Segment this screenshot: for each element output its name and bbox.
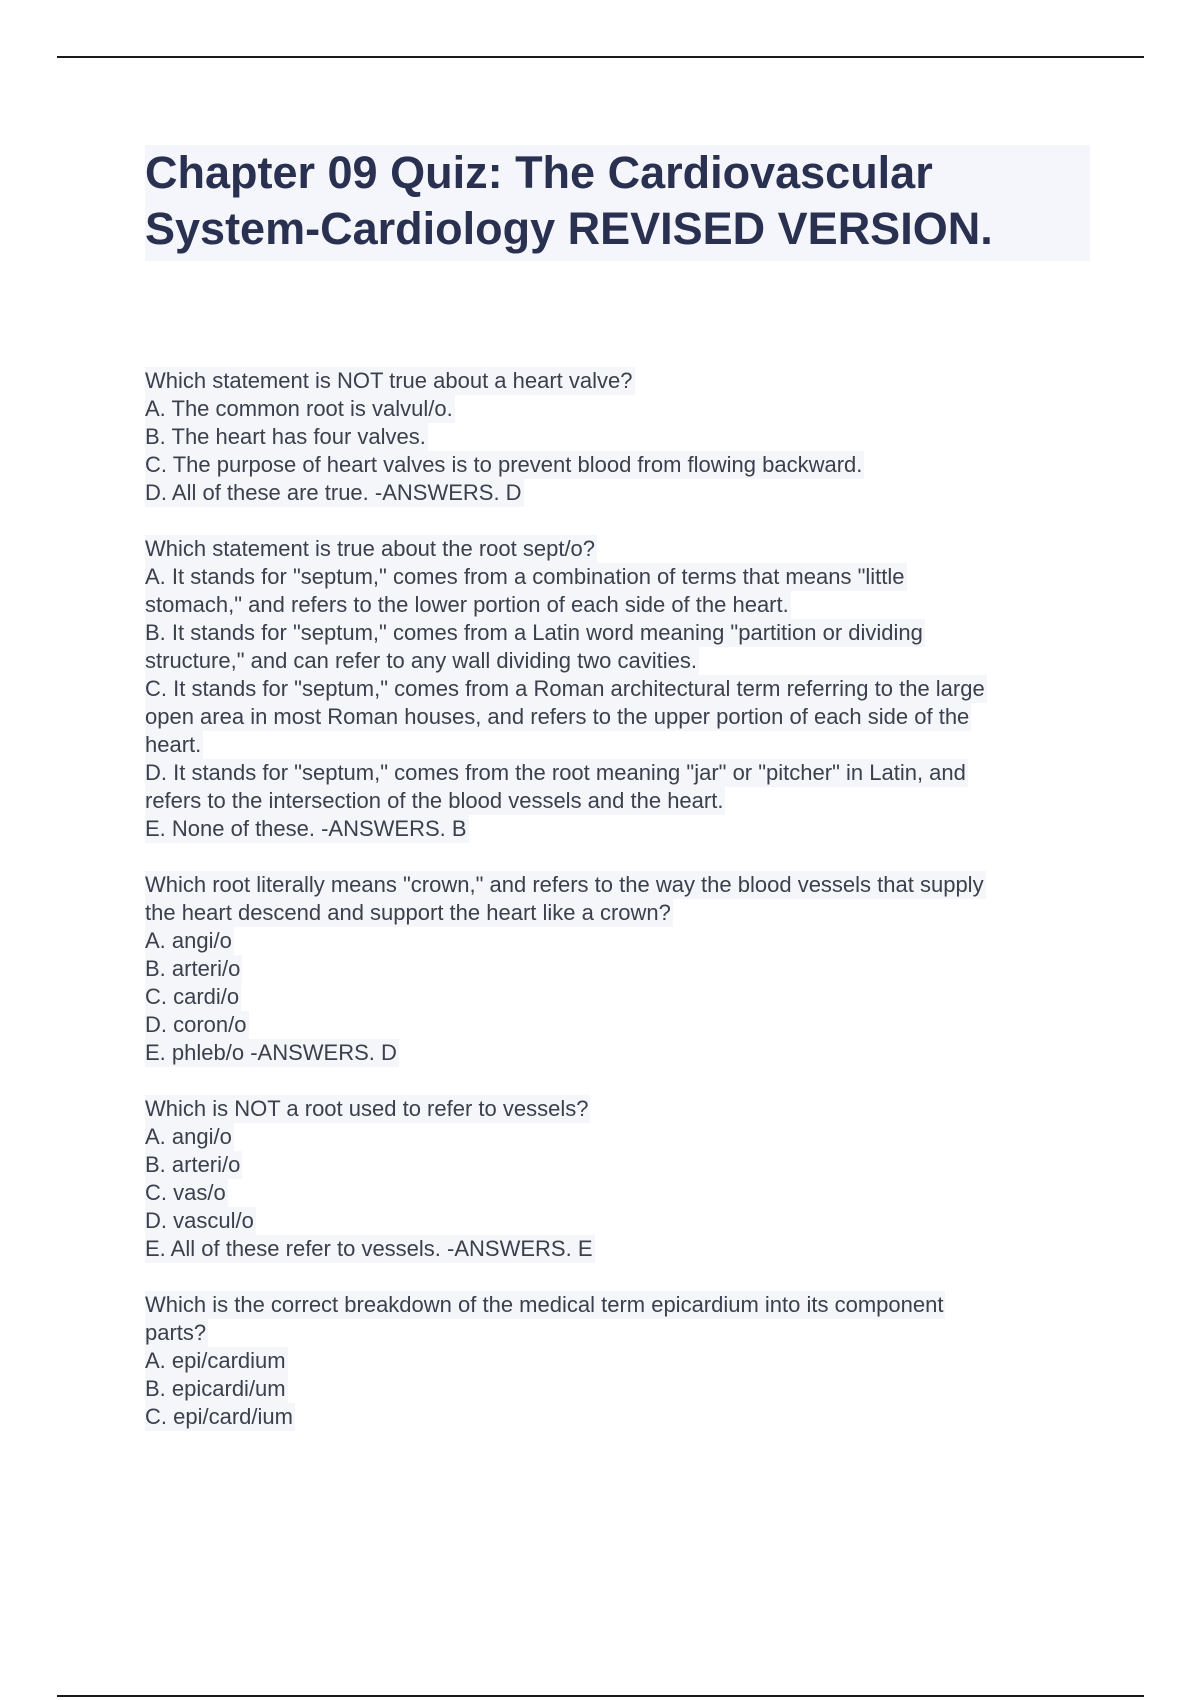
question-3-stem-cont: the heart descend and support the heart like a crown?	[145, 900, 671, 925]
question-2-option-b: B. It stands for "septum," comes from a Latin word meaning "partition or dividing	[145, 620, 923, 645]
bottom-rule	[57, 1695, 1144, 1697]
question-3-option-b: B. arteri/o	[145, 956, 241, 981]
question-5-option-a: A. epi/cardium	[145, 1348, 286, 1373]
question-1-option-c: C. The purpose of heart valves is to prevent blood from flowing backward.	[145, 452, 863, 477]
question-3-option-c: C. cardi/o	[145, 984, 240, 1009]
question-2-option-d-cont: refers to the intersection of the blood vessels and the heart.	[145, 788, 724, 813]
question-5-option-b: B. epicardi/um	[145, 1376, 286, 1401]
question-3-stem: Which root literally means "crown," and refers to the way the blood vessels that supply	[145, 872, 984, 897]
question-4	[145, 1095, 1085, 1263]
question-2-option-b-cont: structure," and can refer to any wall dividing two cavities.	[145, 648, 697, 673]
question-1	[145, 367, 1085, 507]
question-5-option-c: C. epi/card/ium	[145, 1404, 293, 1429]
top-rule	[57, 56, 1144, 58]
question-2-option-a: A. It stands for "septum," comes from a combination of terms that means "little	[145, 564, 905, 589]
question-2-option-e-answer: E. None of these. -ANSWERS. B	[145, 816, 467, 841]
question-5-stem-cont: parts?	[145, 1320, 207, 1345]
question-2-option-c-cont: open area in most Roman houses, and refers to the upper portion of each side of the	[145, 704, 970, 729]
question-2-option-d: D. It stands for "septum," comes from the root meaning "jar" or "pitcher" in Latin, and	[145, 760, 966, 785]
title-line-2: System-Cardiology REVISED VERSION.	[145, 203, 993, 254]
quiz-content	[145, 367, 1085, 1459]
title-line-1: Chapter 09 Quiz: The Cardiovascular	[145, 147, 933, 198]
question-1-option-a: A. The common root is valvul/o.	[145, 396, 453, 421]
page-title	[145, 145, 1090, 261]
question-4-stem: Which is NOT a root used to refer to vessels?	[145, 1096, 589, 1121]
question-4-option-e-answer: E. All of these refer to vessels. -ANSWERS. E	[145, 1236, 593, 1261]
question-3-option-a: A. angi/o	[145, 928, 232, 953]
question-5	[145, 1291, 1085, 1431]
question-3	[145, 871, 1085, 1067]
question-1-option-d-answer: D. All of these are true. -ANSWERS. D	[145, 480, 522, 505]
question-2-option-a-cont: stomach," and refers to the lower portion of each side of the heart.	[145, 592, 789, 617]
question-3-option-d: D. coron/o	[145, 1012, 247, 1037]
question-2-option-c: C. It stands for "septum," comes from a Roman architectural term referring to the large	[145, 676, 985, 701]
question-1-option-b: B. The heart has four valves.	[145, 424, 426, 449]
question-3-option-e-answer: E. phleb/o -ANSWERS. D	[145, 1040, 397, 1065]
question-1-stem: Which statement is NOT true about a heart valve?	[145, 368, 633, 393]
question-2-stem: Which statement is true about the root sept/o?	[145, 536, 596, 561]
question-4-option-a: A. angi/o	[145, 1124, 232, 1149]
question-2	[145, 535, 1085, 843]
question-4-option-b: B. arteri/o	[145, 1152, 241, 1177]
question-2-option-c-cont2: heart.	[145, 732, 202, 757]
question-4-option-d: D. vascul/o	[145, 1208, 254, 1233]
question-5-stem: Which is the correct breakdown of the medical term epicardium into its component	[145, 1292, 944, 1317]
question-4-option-c: C. vas/o	[145, 1180, 226, 1205]
